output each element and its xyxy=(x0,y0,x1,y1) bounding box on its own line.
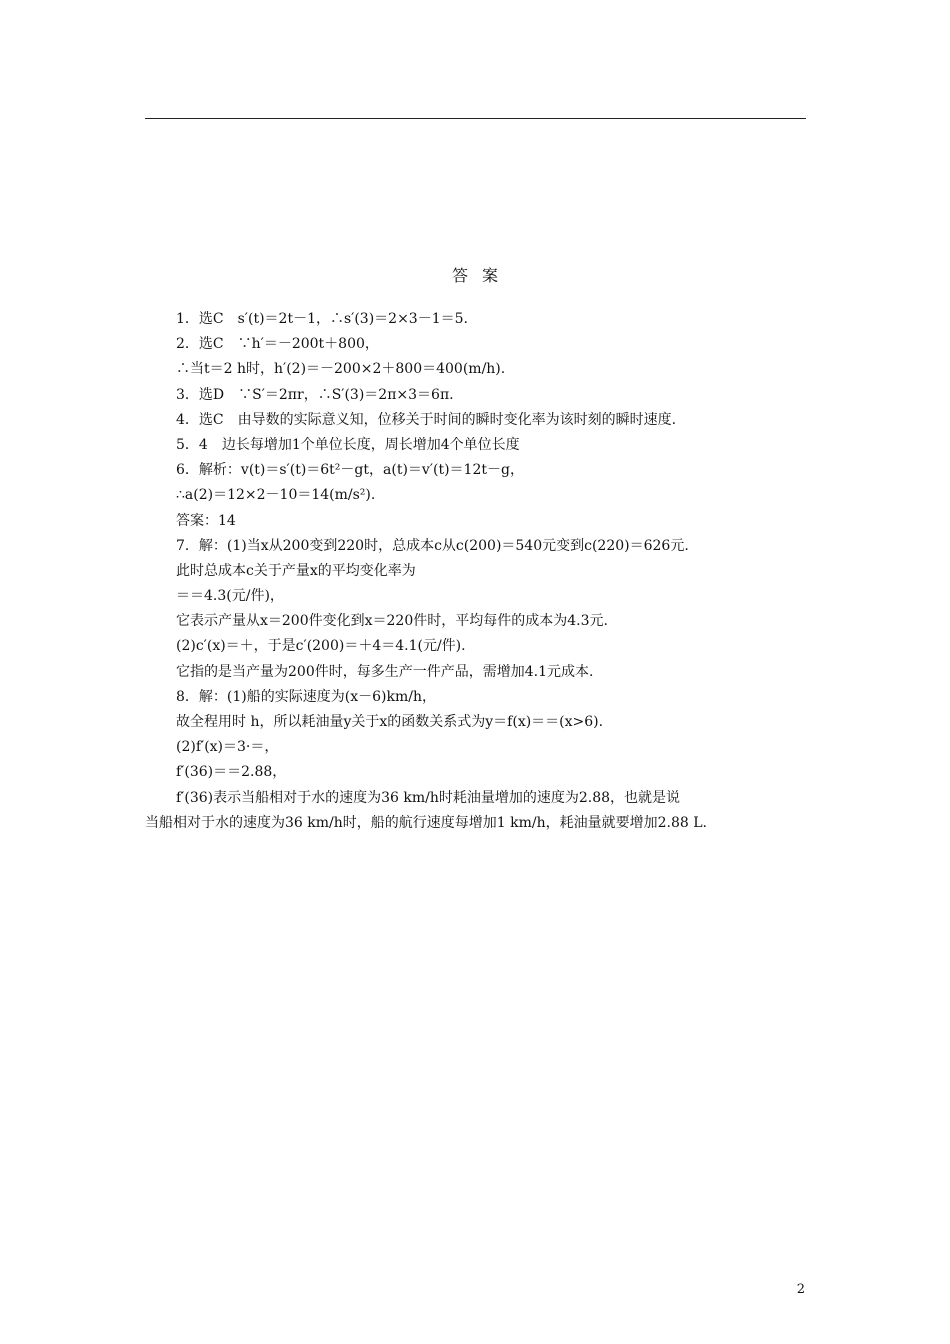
answer-line-16: 8．解：(1)船的实际速度为(x－6)km/h， xyxy=(176,688,436,705)
page-number: 2 xyxy=(796,1282,805,1297)
answer-line-2: 2．选C ∵h′＝－200t＋800， xyxy=(176,336,379,353)
answer-line-17: 故全程用时 h，所以耗油量y关于x的函数关系式为y＝f(x)＝＝(x>6). xyxy=(176,714,604,730)
answer-line-19: f′(36)＝＝2.88， xyxy=(176,764,287,781)
answer-line-7: 6．解析：v(t)＝s′(t)＝6t²－gt，a(t)＝v′(t)＝12t－g， xyxy=(176,462,524,479)
answer-line-15: 它指的是当产量为200件时，每多生产一件产品，需增加4.1元成本. xyxy=(176,663,594,680)
answer-line-1: 1．选C s′(t)＝2t－1，∴s′(3)＝2×3－1＝5. xyxy=(176,311,468,327)
answer-body xyxy=(145,307,810,836)
answer-line-3: ∴当t＝2 h时，h′(2)＝－200×2＋800＝400(m/h). xyxy=(176,361,506,378)
answer-line-21: 当船相对于水的速度为36 km/h时，船的航行速度每增加1 km/h，耗油量就要增加2.88 L. xyxy=(145,814,707,831)
header-rule xyxy=(145,118,806,119)
answer-line-11: 此时总成本c关于产量x的平均变化率为 xyxy=(176,562,416,579)
answer-line-6: 5．4 边长每增加1个单位长度，周长增加4个单位长度 xyxy=(176,436,520,453)
answer-line-8: ∴a(2)＝12×2－10＝14(m/s²). xyxy=(176,487,376,504)
answer-line-10: 7．解：(1)当x从200变到220时，总成本c从c(200)＝540元变到c(220)＝626元. xyxy=(176,537,689,554)
answer-line-14: (2)c′(x)＝＋，于是c′(200)＝＋4＝4.1(元/件). xyxy=(176,638,466,655)
answer-line-20: f′(36)表示当船相对于水的速度为36 km/h时耗油量增加的速度为2.88，也就是说 xyxy=(176,789,681,806)
answer-line-18: (2)f′(x)＝3·＝， xyxy=(176,739,279,756)
answer-line-13: 它表示产量从x＝200件变化到x＝220件时，平均每件的成本为4.3元. xyxy=(176,613,608,630)
answer-line-5: 4．选C 由导数的实际意义知，位移关于时间的瞬时变化率为该时刻的瞬时速度. xyxy=(176,411,677,428)
page-title: 答案 xyxy=(451,266,512,285)
answer-line-12: ＝＝4.3(元/件)， xyxy=(176,588,284,605)
answer-line-9: 答案：14 xyxy=(176,512,236,529)
answer-line-4: 3．选D ∵S′＝2πr，∴S′(3)＝2π×3＝6π. xyxy=(176,386,454,403)
